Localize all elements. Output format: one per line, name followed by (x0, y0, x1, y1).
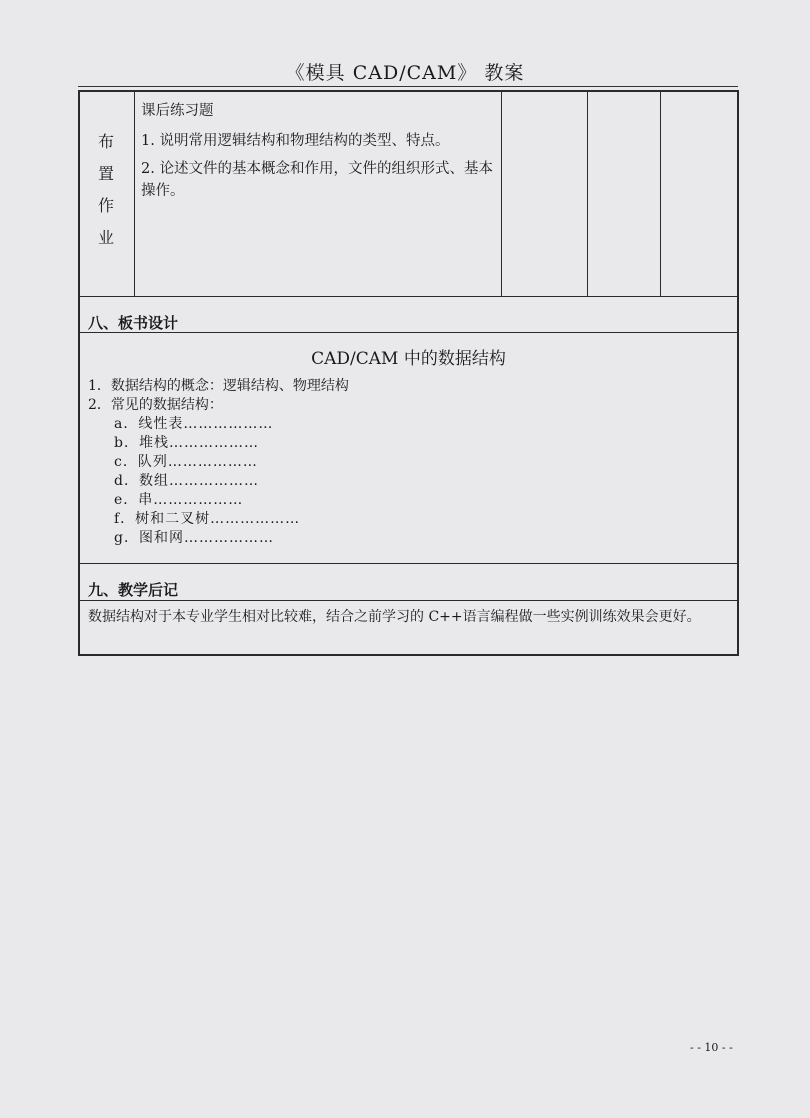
row-divider (80, 600, 737, 601)
homework-item: 1. 说明常用逻辑结构和物理结构的类型、特点。 (141, 133, 450, 149)
board-point: 1．数据结构的概念：逻辑结构、物理结构 (88, 378, 349, 394)
lesson-plan-table (78, 90, 739, 656)
page-title: 《模具 CAD/CAM》 教案 (285, 62, 525, 84)
board-sub-item: f．树和二叉树……………… (114, 511, 301, 527)
homework-content (141, 100, 501, 208)
board-sub-item: e．串……………… (114, 492, 244, 508)
homework-title: 课后练习题 (141, 103, 214, 119)
row-divider (80, 332, 737, 333)
board-point: 2．常见的数据结构： (88, 397, 223, 413)
row-divider (80, 296, 737, 297)
header-rule (78, 86, 738, 87)
board-design-title: CAD/CAM 中的数据结构 (311, 349, 506, 369)
column-divider-1 (501, 92, 502, 297)
homework-vertical-label: 布 置 作 业 (97, 132, 114, 247)
homework-item: 2. 论述文件的基本概念和作用，文件的组织形式、基本操作。 (141, 161, 493, 199)
board-sub-item: d．数组……………… (114, 473, 259, 489)
page-number: - - 10 - - (690, 1041, 733, 1054)
row-divider (80, 563, 737, 564)
postscript-text: 数据结构对于本专业学生相对比较难，结合之前学习的 C++语言编程做一些实例训练效果会更好。 (88, 609, 701, 625)
column-divider-3 (660, 92, 661, 297)
homework-label-divider (134, 92, 135, 297)
postscript-heading: 九、教学后记 (88, 581, 179, 599)
board-design-heading: 八、板书设计 (88, 314, 179, 332)
board-sub-item: a．线性表……………… (114, 416, 274, 432)
column-divider-2 (587, 92, 588, 297)
board-sub-item: c．队列……………… (114, 454, 258, 470)
board-sub-item: b．堆栈……………… (114, 435, 259, 451)
board-design-list (88, 377, 349, 548)
board-sub-item: g．图和网……………… (114, 530, 274, 546)
